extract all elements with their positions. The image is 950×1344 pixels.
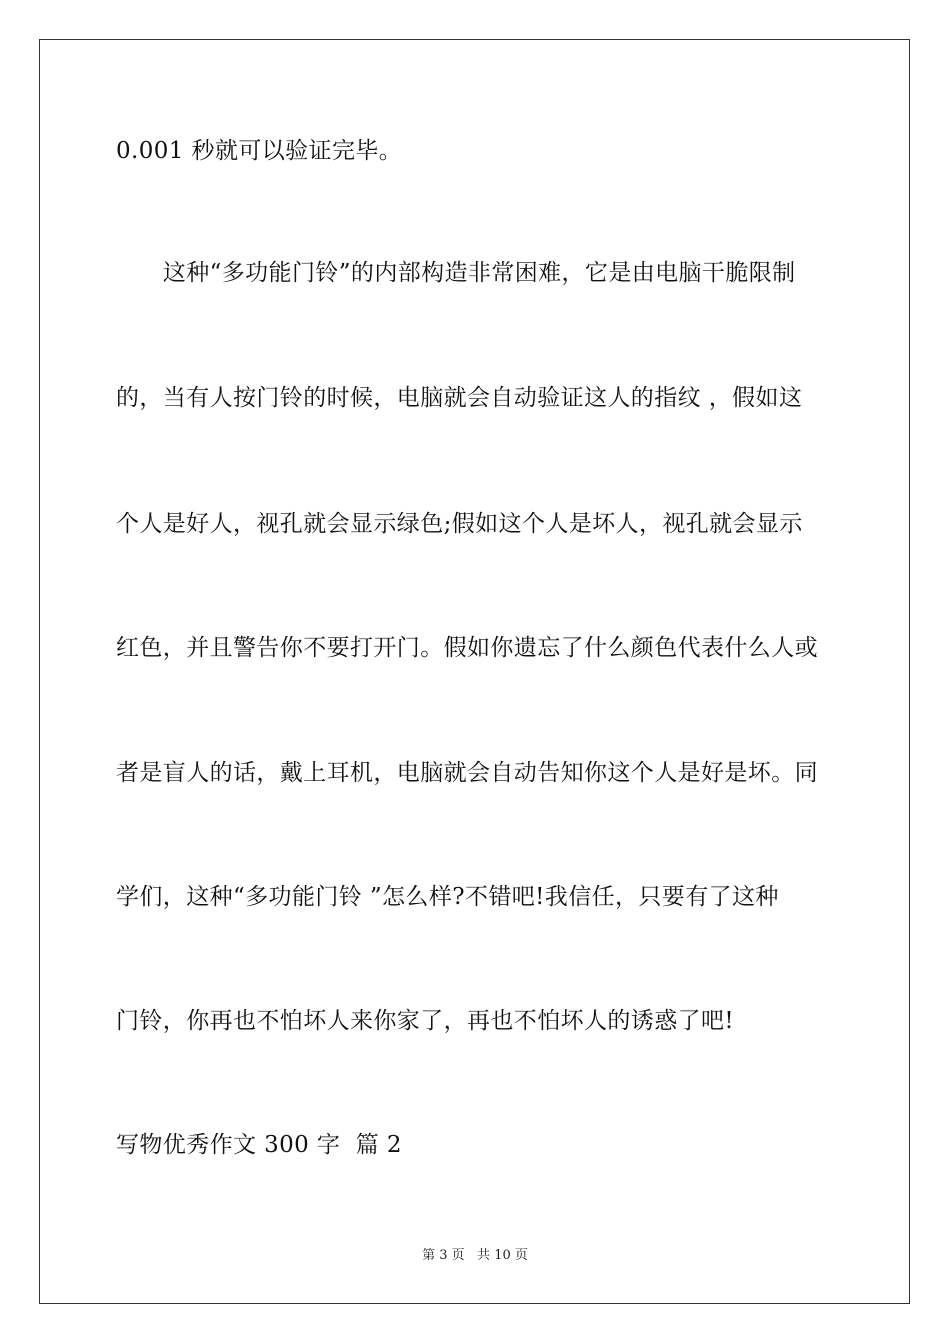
paragraph-line-5: 红色，并且警告你不要打开门。假如你遗忘了什么颜色代表什么人或 [116,635,818,661]
paragraph-line-1: 0.001 秒就可以验证完毕。 [116,138,403,164]
paragraph-line-7: 学们，这种“多功能门铃 ”怎么样?不错吧!我信任，只要有了这种 [116,884,779,910]
page-border [39,39,910,1304]
page-number-footer: 第 3 页 共 10 页 [422,1248,528,1263]
paragraph-line-2: 这种“多功能门铃”的内部构造非常困难，它是由电脑干脆限制 [116,260,796,286]
section-heading: 写物优秀作文 300 字 篇 2 [116,1132,402,1158]
paragraph-line-6: 者是盲人的话，戴上耳机，电脑就会自动告知你这个人是好是坏。同 [116,760,818,786]
paragraph-line-8: 门铃，你再也不怕坏人来你家了，再也不怕坏人的诱惑了吧! [116,1008,735,1034]
paragraph-line-3: 的，当有人按门铃的时候，电脑就会自动验证这人的指纹 ，假如这 [116,385,803,411]
paragraph-line-4: 个人是好人，视孔就会显示绿色;假如这个人是坏人，视孔就会显示 [116,511,803,537]
